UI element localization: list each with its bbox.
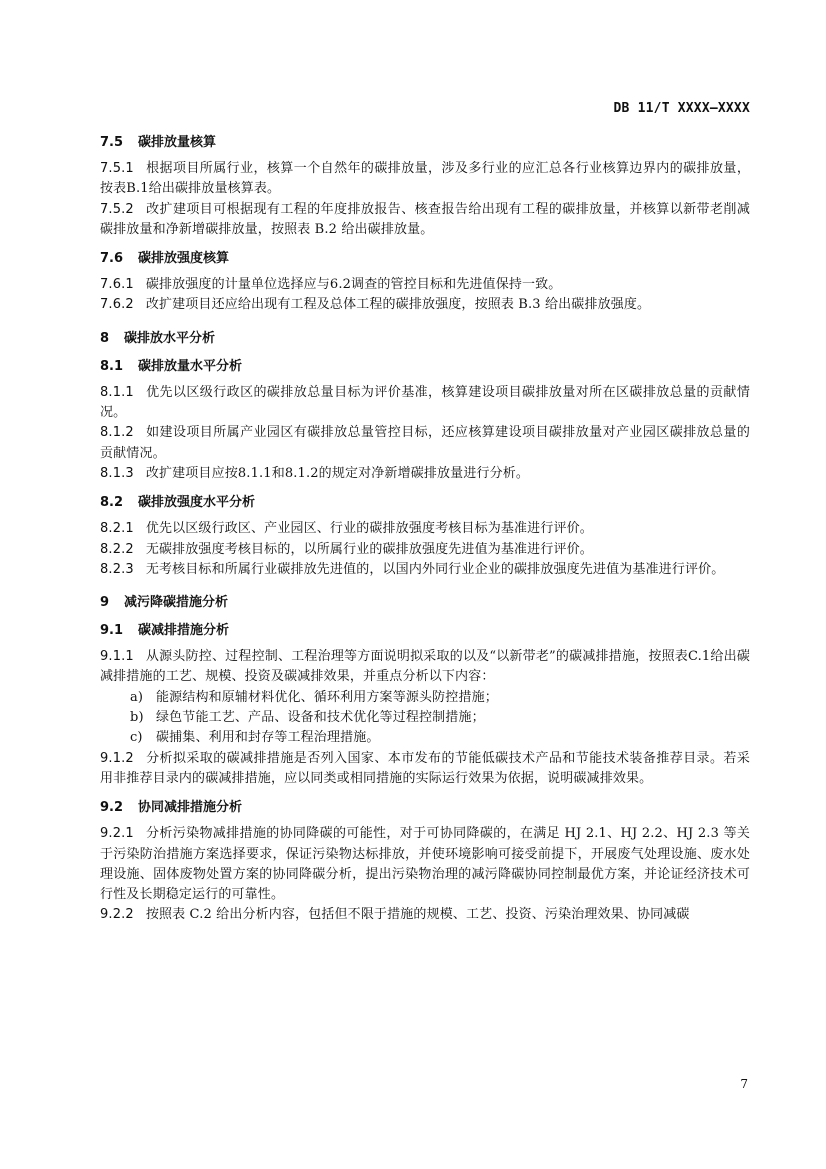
clause-number: 9.2.2 bbox=[100, 907, 134, 923]
clause-number: 8.1.3 bbox=[100, 465, 134, 481]
heading-text: 碳减排措施分析 bbox=[138, 623, 230, 639]
clause-number: 9.2.1 bbox=[100, 826, 134, 842]
clause-text: 无碳排放强度考核目标的，以所属行业的碳排放强度先进值为基准进行评价。 bbox=[145, 541, 593, 557]
clause-paragraph bbox=[100, 905, 750, 925]
clause-text: 优先以区级行政区的碳排放总量目标为评价基准，核算建设项目碳排放量对所在区碳排放总量的贡献情况。 bbox=[100, 384, 750, 421]
heading-number: 9.2 bbox=[100, 800, 124, 816]
clause-text: 改扩建项目应按8.1.1和8.1.2的规定对净新增碳排放量进行分析。 bbox=[145, 465, 530, 481]
list-item bbox=[100, 728, 750, 748]
clause-text: 优先以区级行政区、产业园区、行业的碳排放强度考核目标为基准进行评价。 bbox=[145, 521, 593, 537]
document-code-header: DB 11/T XXXX—XXXX bbox=[613, 101, 750, 116]
list-marker: a) bbox=[130, 689, 144, 705]
heading-text: 协同减排措施分析 bbox=[138, 800, 243, 816]
clause-number: 9.1.1 bbox=[100, 649, 134, 665]
clause-paragraph bbox=[100, 647, 750, 688]
list-marker: b) bbox=[130, 710, 144, 726]
clause-paragraph bbox=[100, 159, 750, 200]
clause-text: 如建设项目所属产业园区有碳排放总量管控目标，还应核算建设项目碳排放量对产业园区碳排放总量的贡献情况。 bbox=[100, 425, 750, 461]
section-heading bbox=[100, 621, 750, 640]
clause-text: 从源头防控、过程控制、工程治理等方面说明拟采取的以及“以新带老”的碳减排措施，按照表C.1给出碳减排措施的工艺、规模、投资及碳减排效果，并重点分析以下内容： bbox=[100, 649, 750, 685]
heading-number: 9.1 bbox=[100, 623, 124, 639]
heading-text: 碳排放量水平分析 bbox=[138, 358, 243, 374]
list-item bbox=[100, 688, 750, 708]
chapter-heading bbox=[100, 593, 750, 612]
heading-text: 碳排放量核算 bbox=[138, 135, 217, 150]
heading-text: 碳排放强度水平分析 bbox=[138, 495, 256, 511]
clause-paragraph bbox=[100, 423, 750, 464]
section-heading bbox=[100, 133, 750, 152]
clause-number: 8.2.3 bbox=[100, 561, 134, 577]
clause-number: 9.1.2 bbox=[100, 750, 134, 766]
clause-paragraph bbox=[100, 275, 750, 295]
clause-paragraph bbox=[100, 749, 750, 790]
clause-paragraph bbox=[100, 519, 750, 539]
clause-paragraph bbox=[100, 464, 750, 484]
list-item-text: 能源结构和原辅材料优化、循环利用方案等源头防控措施； bbox=[156, 689, 498, 705]
heading-text: 减污降碳措施分析 bbox=[124, 595, 229, 611]
clause-paragraph bbox=[100, 200, 750, 241]
heading-text: 碳排放水平分析 bbox=[124, 330, 216, 346]
clause-number: 8.1.2 bbox=[100, 425, 134, 441]
clause-text: 根据项目所属行业，核算一个自然年的碳排放量，涉及多行业的应汇总各行业核算边界内的碳排放量，按表B.1给出碳排放量核算表。 bbox=[100, 161, 750, 197]
clause-text: 碳排放强度的计量单位选择应与6.2调查的管控目标和先进值保持一致。 bbox=[145, 277, 562, 293]
clause-paragraph bbox=[100, 560, 750, 580]
clause-text: 改扩建项目可根据现有工程的年度排放报告、核查报告给出现有工程的碳排放量，并核算以新带老削减碳排放量和净新增碳排放量，按照表 B.2 给出碳排放量。 bbox=[100, 201, 750, 237]
heading-number: 8.2 bbox=[100, 495, 124, 511]
clause-number: 7.5.2 bbox=[100, 201, 134, 217]
clause-text: 分析污染物减排措施的协同降碳的可能性，对于可协同降碳的，在满足 HJ 2.1、HJ 2.2、HJ 2.3 等关于污染防治措施方案选择要求，保证污染物达标排放，并使环境影响可接受前提下，开展废气处理设施、废水处理设施、固体废物处置方案的协同降碳分析，提出污染物治理的减污降碳协同控制最优方案，并论证经济技术可行性及长期稳定运行的可靠性。 bbox=[100, 826, 750, 903]
clause-number: 8.1.1 bbox=[100, 384, 134, 400]
clause-number: 8.2.1 bbox=[100, 521, 134, 537]
section-heading bbox=[100, 798, 750, 817]
heading-number: 8.1 bbox=[100, 358, 124, 374]
document-body bbox=[100, 124, 750, 926]
heading-number: 8 bbox=[100, 330, 110, 346]
list-item-text: 碳捕集、利用和封存等工程治理措施。 bbox=[156, 730, 380, 746]
page-number: 7 bbox=[740, 1077, 748, 1091]
clause-number: 7.6.2 bbox=[100, 297, 134, 313]
heading-number: 9 bbox=[100, 595, 110, 611]
clause-paragraph bbox=[100, 824, 750, 905]
list-item-text: 绿色节能工艺、产品、设备和技术优化等过程控制措施； bbox=[156, 710, 485, 726]
clause-number: 8.2.2 bbox=[100, 541, 134, 557]
clause-text: 无考核目标和所属行业碳排放先进值的，以国内外同行业企业的碳排放强度先进值为基准进行评价。 bbox=[145, 561, 725, 577]
clause-paragraph bbox=[100, 295, 750, 315]
chapter-heading bbox=[100, 329, 750, 348]
section-heading bbox=[100, 357, 750, 376]
section-heading bbox=[100, 249, 750, 268]
clause-text: 按照表 C.2 给出分析内容，包括但不限于措施的规模、工艺、投资、污染治理效果、协同减碳 bbox=[145, 907, 690, 923]
heading-text: 碳排放强度核算 bbox=[138, 251, 230, 267]
clause-text: 改扩建项目还应给出现有工程及总体工程的碳排放强度，按照表 B.3 给出碳排放强度。 bbox=[145, 297, 651, 313]
heading-number: 7.6 bbox=[100, 251, 124, 267]
list-item bbox=[100, 708, 750, 728]
clause-number: 7.6.1 bbox=[100, 277, 134, 293]
list-marker: c) bbox=[130, 730, 143, 746]
section-heading bbox=[100, 493, 750, 512]
heading-number: 7.5 bbox=[100, 135, 124, 150]
clause-number: 7.5.1 bbox=[100, 161, 134, 176]
clause-text: 分析拟采取的碳减排措施是否列入国家、本市发布的节能低碳技术产品和节能技术装备推荐目录。若采用非推荐目录内的碳减排措施，应以同类或相同措施的实际运行效果为依据，说明碳减排效果。 bbox=[100, 750, 750, 786]
clause-paragraph bbox=[100, 540, 750, 560]
clause-paragraph bbox=[100, 383, 750, 424]
